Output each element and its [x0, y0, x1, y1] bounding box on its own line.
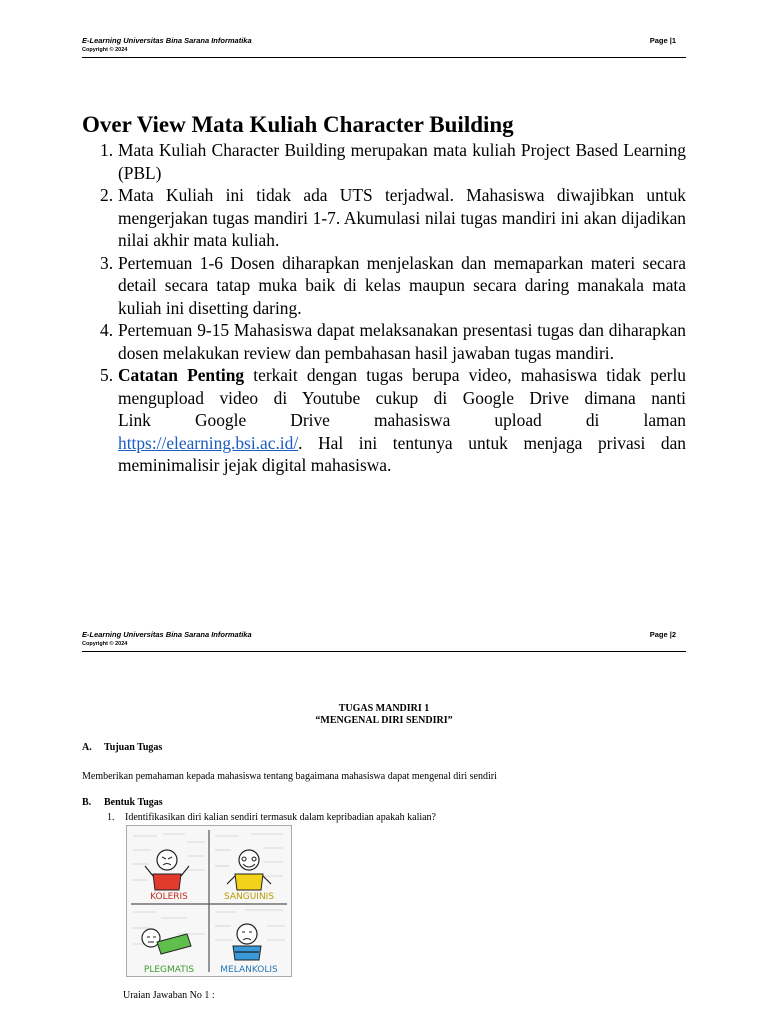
question-number: 1.	[107, 812, 115, 823]
list-number: 1.	[100, 140, 114, 160]
list-text-part-1	[118, 364, 686, 409]
list-item	[82, 364, 686, 477]
section-title: Tujuan Tugas	[104, 742, 163, 753]
header-divider	[82, 57, 686, 58]
elearning-link[interactable]: https://elearning.bsi.ac.id/	[118, 432, 299, 453]
header-page-number: Page |2	[649, 630, 676, 639]
temperament-illustration	[126, 825, 292, 977]
list-text-part-2: Link Google Drive mahasiswa upload di laman	[118, 410, 686, 430]
list-item	[82, 252, 686, 320]
list-number: 3.	[100, 252, 114, 273]
list-text: terkait dengan tugas berupa video, mahasiswa tidak perlu mengupload video di Youtube cukup di Google Drive dimana nanti	[118, 365, 686, 408]
header-copyright: Copyright © 2024	[82, 641, 128, 647]
sanguinis-figure	[227, 850, 271, 890]
list-number: 4.	[100, 320, 114, 340]
list-text: Mata Kuliah ini tidak ada UTS terjadwal. Mahasiswa diwajibkan untuk mengerjakan tugas mandiri 1-7. Akumulasi nilai tugas mandiri ini akan dijadikan nilai akhir mata kuliah.	[118, 185, 686, 250]
list-text: Mata Kuliah Character Building merupakan mata kuliah Project Based Learning (PBL)	[118, 140, 686, 183]
list-text-part-3	[118, 432, 686, 477]
list-number: 2.	[100, 185, 114, 205]
list-item	[82, 319, 686, 364]
label-plegmatis: PLEGMATIS	[143, 965, 195, 975]
plegmatis-figure	[142, 929, 191, 954]
header-institution: E-Learning Universitas Bina Sarana Informatika	[82, 630, 252, 639]
header-copyright: Copyright © 2024	[82, 47, 128, 53]
section-a-heading	[82, 742, 162, 753]
list-number: 5.	[100, 365, 114, 385]
list-text: Pertemuan 1-6 Dosen diharapkan menjelaskan dan memaparkan materi secara detail secara tatap muka baik di kelas maupun secara daring manakala mata kuliah ini disetting daring.	[118, 252, 686, 318]
section-title: Bentuk Tugas	[104, 797, 163, 808]
question-1	[107, 812, 436, 823]
section-letter: B.	[82, 797, 92, 808]
overview-list	[82, 139, 686, 477]
header-page-number: Page |1	[649, 36, 676, 45]
section-a-text: Memberikan pemahaman kepada mahasiswa tentang bagaimana mahasiswa dapat mengenal diri sendiri	[82, 771, 497, 782]
section-b-heading	[82, 797, 163, 808]
header-institution: E-Learning Universitas Bina Sarana Informatika	[82, 36, 252, 45]
list-item	[82, 139, 686, 184]
list-text: . Hal ini tentunya untuk menjaga privasi dan meminimalisir jejak digital mahasiswa.	[118, 432, 686, 475]
label-melankolis: MELANKOLIS	[220, 965, 278, 975]
koleris-figure	[145, 850, 189, 890]
section-letter: A.	[82, 742, 92, 753]
list-item	[82, 184, 686, 252]
page-title: Over View Mata Kuliah Character Building	[82, 112, 514, 137]
assignment-subtitle: “MENGENAL DIRI SENDIRI”	[315, 715, 453, 726]
header-divider	[82, 651, 686, 652]
assignment-title: TUGAS MANDIRI 1	[338, 703, 430, 714]
question-text: Identifikasikan diri kalian sendiri termasuk dalam kepribadian apakah kalian?	[125, 812, 436, 823]
important-note-label: Catatan Penting	[118, 365, 245, 385]
label-sanguinis: SANGUINIS	[223, 892, 275, 902]
answer-label: Uraian Jawaban No 1 :	[123, 990, 215, 1001]
label-koleris: KOLERIS	[150, 892, 188, 902]
melankolis-figure	[233, 924, 261, 960]
list-text: Pertemuan 9-15 Mahasiswa dapat melaksanakan presentasi tugas dan diharapkan dosen melakukan review dan pembahasan hasil jawaban tugas mandiri.	[118, 320, 686, 363]
